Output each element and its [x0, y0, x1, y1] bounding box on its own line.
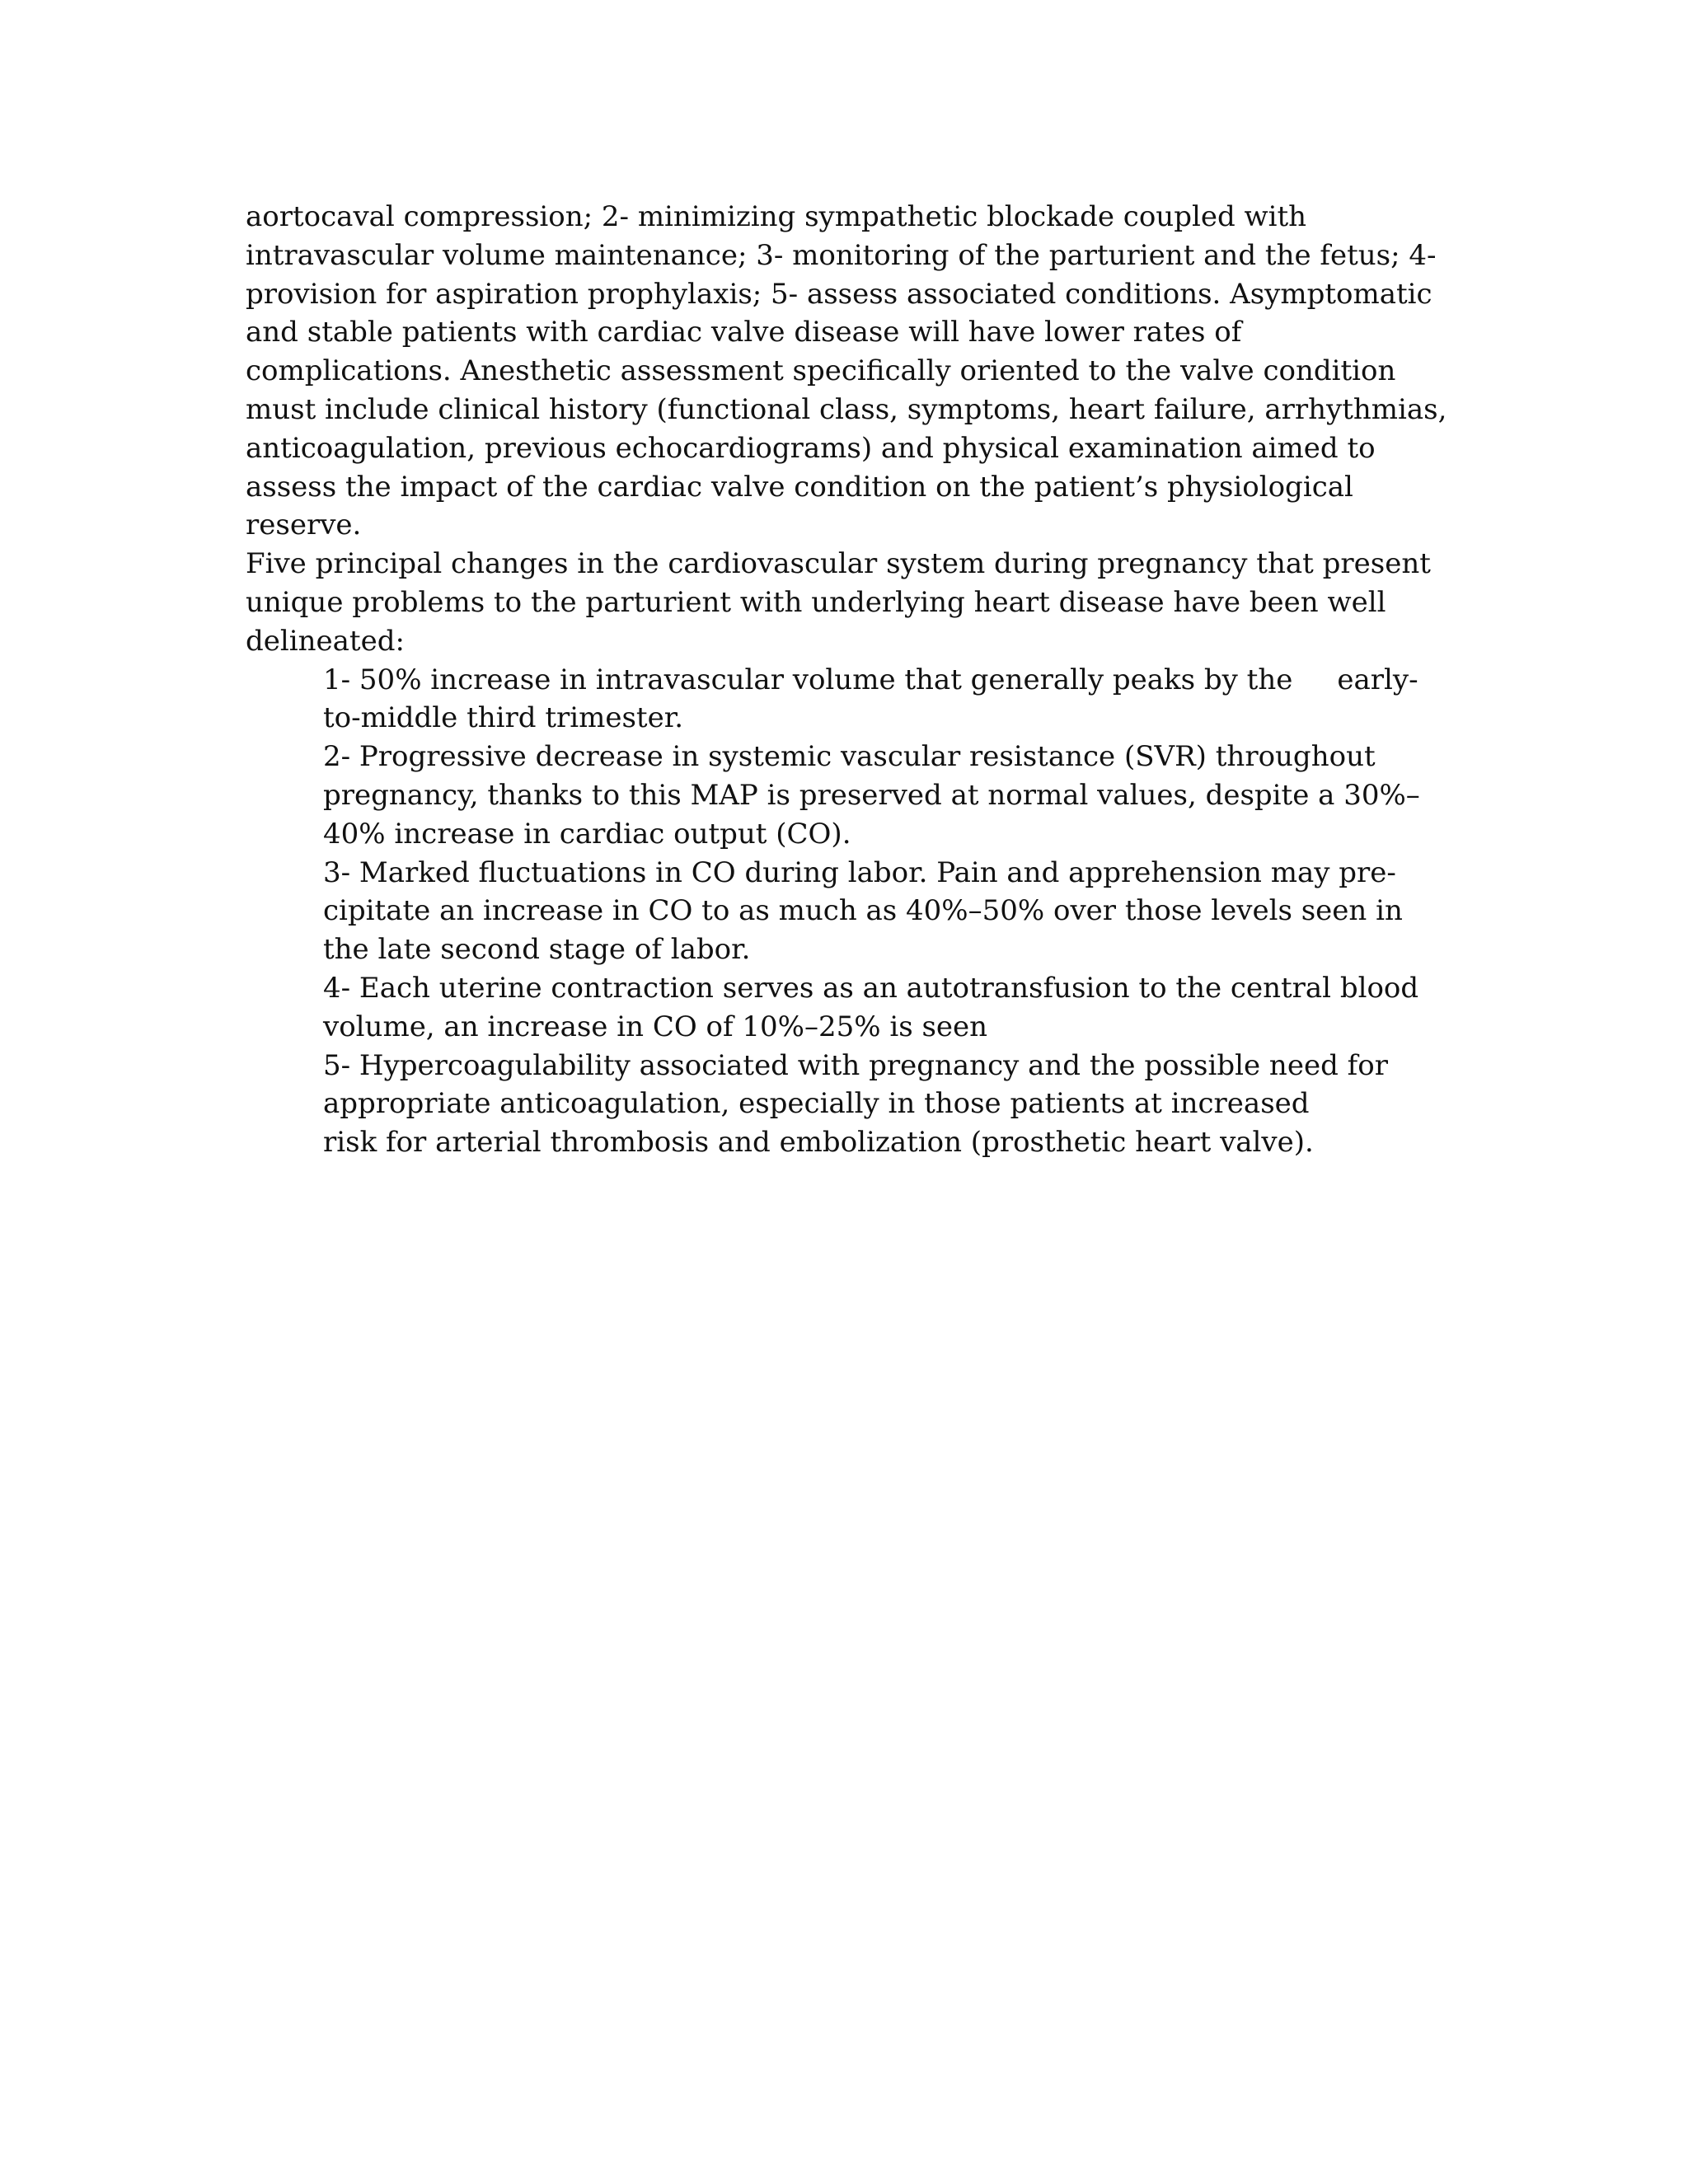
text-line: reserve. — [246, 509, 362, 542]
text-line: unique problems to the parturient with underlying heart disease have been well — [246, 585, 1386, 619]
text-line: aortocaval compression; 2- minimizing sympathetic blockade coupled with — [246, 200, 1307, 233]
paragraph-changes — [246, 545, 1441, 660]
text-line: intravascular volume maintenance; 3- monitoring of the parturient and the fetus; 4- — [246, 238, 1437, 272]
text-line: 40% increase in cardiac output (CO). — [323, 817, 851, 851]
text-line: anticoagulation, previous echocardiograms) and physical examination aimed to — [246, 431, 1376, 465]
text-line: provision for aspiration prophylaxis; 5- assess associated conditions. Asymptomatic — [246, 277, 1432, 311]
text-line: and stable patients with cardiac valve disease will have lower rates of — [246, 316, 1242, 349]
text-line: Five principal changes in the cardiovascular system during pregnancy that present — [246, 547, 1431, 581]
text-line: to-middle third trimester. — [323, 701, 684, 735]
text-line: 1- 50% increase in intravascular volume that generally peaks by the early- — [323, 663, 1418, 696]
list-item — [323, 854, 1441, 969]
list-item — [323, 738, 1441, 853]
list-item — [323, 1047, 1441, 1162]
text-line: cipitate an increase in CO to as much as 40%–50% over those levels seen in — [323, 894, 1403, 928]
text-line: delineated: — [246, 624, 405, 658]
text-line: must include clinical history (functional class, symptoms, heart failure, arrhythmias, — [246, 392, 1447, 426]
document-body — [246, 198, 1447, 1162]
text-line: assess the impact of the cardiac valve condition on the patient’s physiological — [246, 470, 1353, 504]
text-line: 3- Marked fluctuations in CO during labor. Pain and apprehension may pre- — [323, 855, 1396, 889]
text-line: volume, an increase in CO of 10%–25% is seen — [323, 1010, 988, 1043]
paragraph-intro — [246, 198, 1447, 545]
text-line: the late second stage of labor. — [323, 933, 751, 967]
list-item — [323, 661, 1441, 738]
text-line: appropriate anticoagulation, especially in those patients at increased — [323, 1087, 1310, 1121]
changes-list — [246, 661, 1441, 1162]
text-line: 4- Each uterine contraction serves as an autotransfusion to the central blood — [323, 971, 1419, 1005]
text-line: risk for arterial thrombosis and embolization (prosthetic heart valve). — [323, 1126, 1314, 1160]
text-line: complications. Anesthetic assessment specifically oriented to the valve condition — [246, 354, 1396, 388]
text-line: 2- Progressive decrease in systemic vascular resistance (SVR) throughout — [323, 740, 1376, 774]
text-line: pregnancy, thanks to this MAP is preserved at normal values, despite a 30%– — [323, 778, 1420, 812]
list-item — [323, 969, 1441, 1047]
text-line: 5- Hypercoagulability associated with pregnancy and the possible need for — [323, 1048, 1388, 1082]
